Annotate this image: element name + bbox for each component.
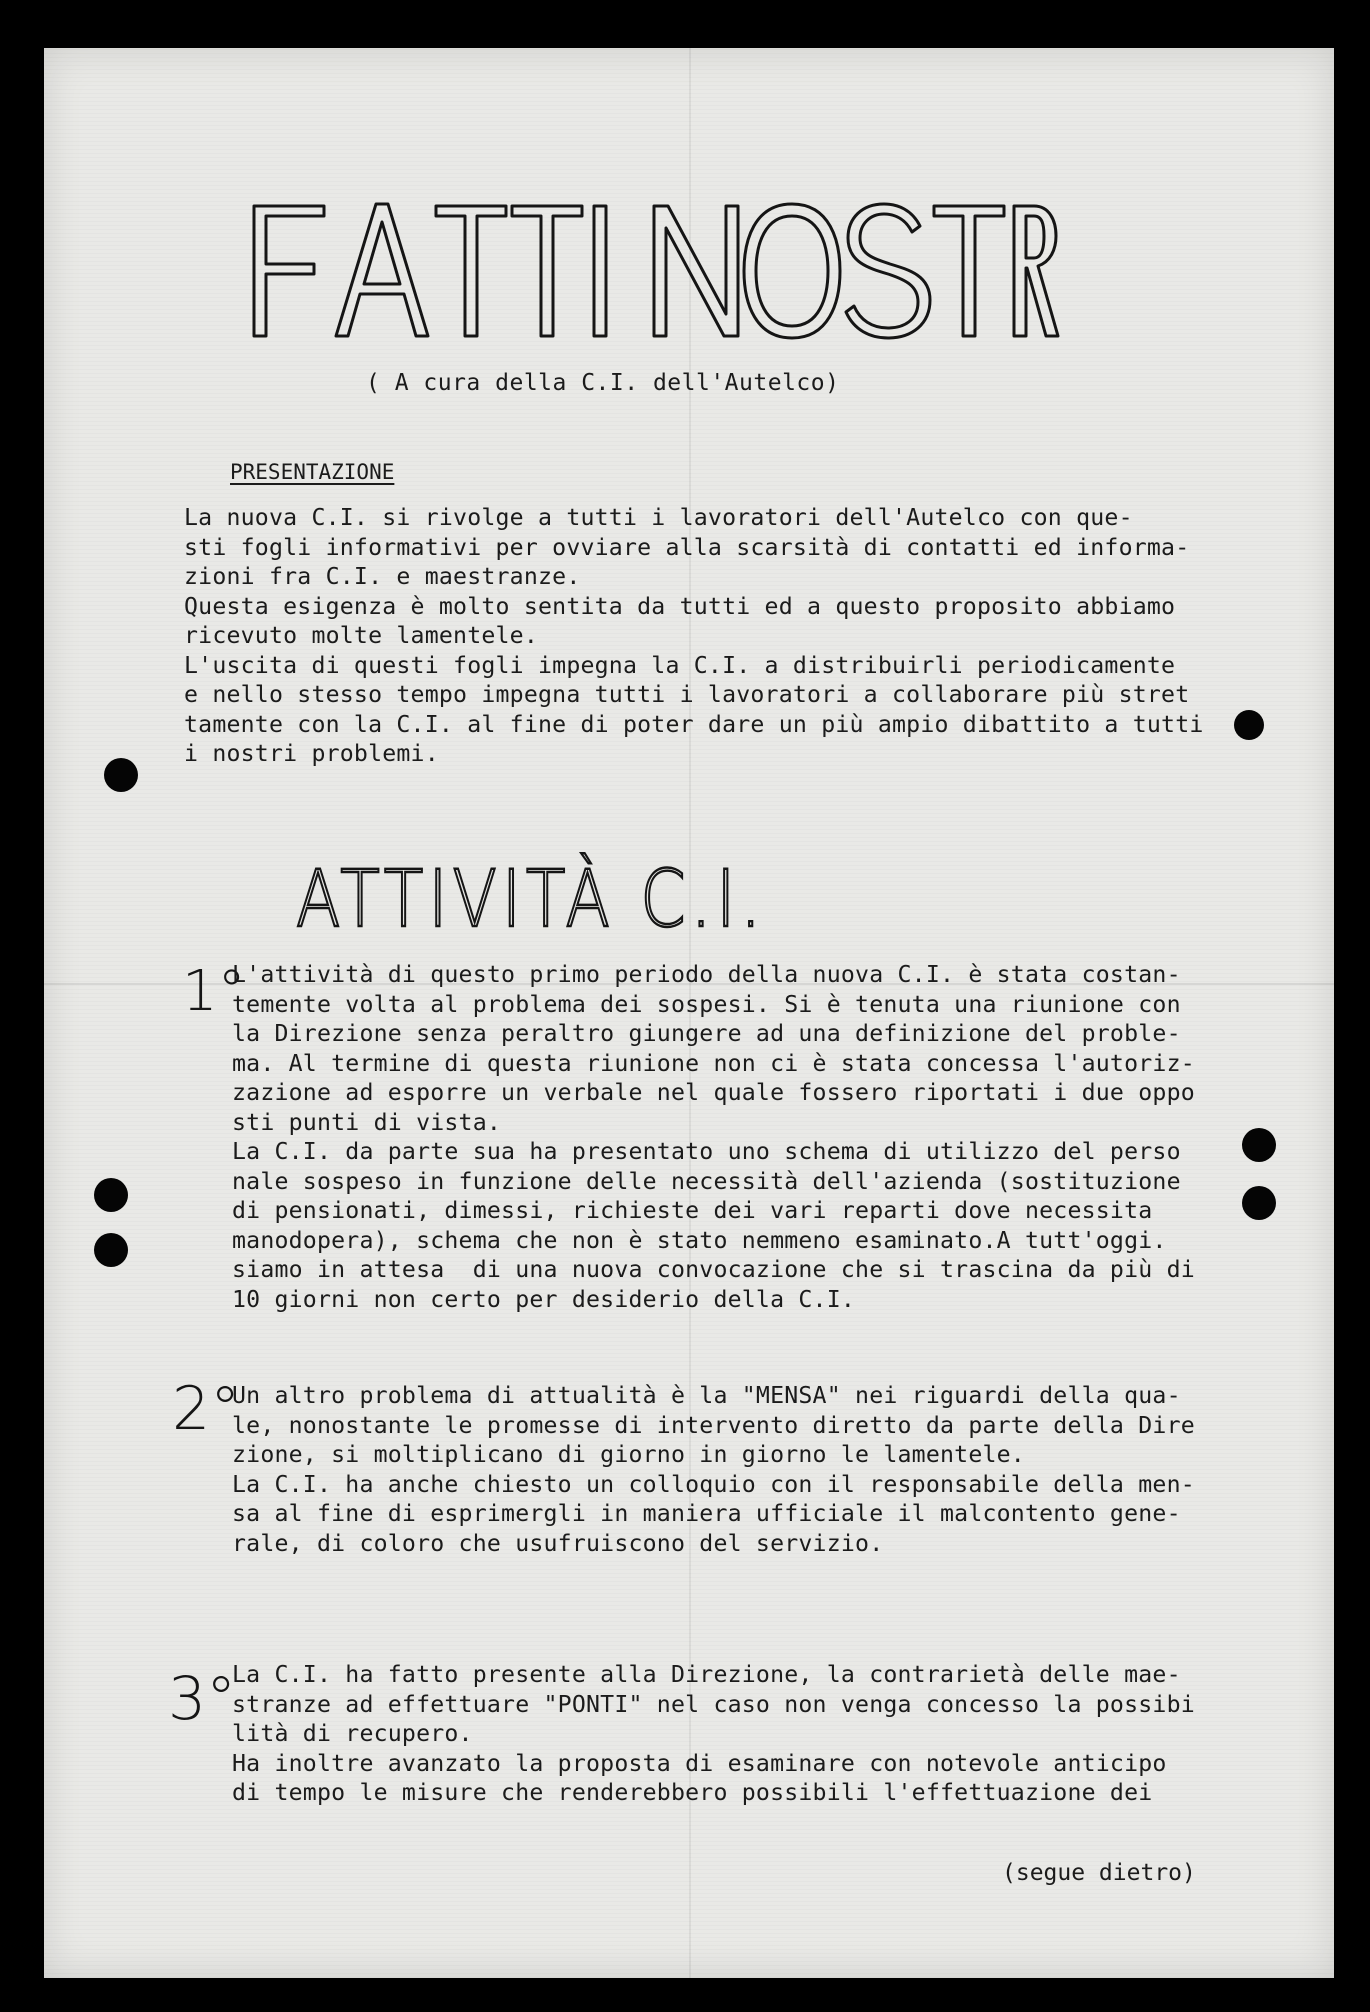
masthead-lettering bbox=[244, 186, 1064, 346]
punch-hole bbox=[94, 1178, 128, 1212]
punch-hole bbox=[104, 758, 138, 792]
point-number-3 bbox=[164, 1653, 237, 1734]
svg-text:2°: 2° bbox=[172, 1374, 241, 1444]
punch-hole bbox=[1242, 1186, 1276, 1220]
punch-hole bbox=[94, 1233, 128, 1267]
svg-text:3°: 3° bbox=[168, 1664, 237, 1734]
point-number-2 bbox=[168, 1363, 241, 1444]
intro-paragraph: La nuova C.I. si rivolge a tutti i lavoratori dell'Autelco con que- sti fogli informativi per ovviare alla scarsità di contatti ed informa- zioni fra C.I. e maestranze. Questa esigenza è molto sentita da tutti ed a questo proposito abbiamo ricevuto molte lamentele. L'uscita di questi fogli impegna la C.I. a distribuirli periodicamente e nello stesso tempo impegna tutti i lavoratori a collaborare più stret tamente con la C.I. al fine di poter dare un più ampio dibattito a tutti i nostri problemi. bbox=[184, 504, 1204, 767]
attivita-lettering bbox=[296, 848, 862, 945]
punch-hole bbox=[1234, 710, 1264, 740]
point-3-text: La C.I. ha fatto presente alla Direzione, la contrarietà delle mae- stranze ad effettuare "PONTI" nel caso non venga concesso la possibi lità di recupero. Ha inoltre avanzato la proposta di esaminare con notevole anticipo di tempo le misure che renderebbero possibili l'effettuazione dei bbox=[232, 1661, 1195, 1806]
point-number-1 bbox=[178, 948, 246, 1028]
section-heading-presentazione: PRESENTAZIONE bbox=[230, 460, 395, 484]
attivita-heading bbox=[296, 848, 862, 945]
attivita-heading-text: ATTIVITÀ C.I. bbox=[296, 855, 862, 945]
point-1-text: L'attività di questo primo periodo della nuova C.I. è stata costan- temente volta al problema dei sospesi. Si è tenuta una riunione con la Direzione senza peraltro giungere ad una definizione del proble- ma. Al termine di questa riunione non ci è stata concessa l'autoriz- zazione ad esporre un verbale nel quale fossero riportati i due oppo sti punti di vista. La C.I. da parte sua ha presentato uno schema di utilizzo del perso nale sospeso in funzione delle necessità dell'azienda (sostituzione di pensionati, dimessi, richieste dei vari reparti dove necessita manodopera), schema che non è stato nemmeno esaminato.A tutt'oggi. siamo in attesa di una nuova convocazione che si trascina da più di 10 giorni non certo per desiderio della C.I. bbox=[232, 961, 1195, 1313]
subtitle: ( A cura della C.I. dell'Autelco) bbox=[366, 370, 840, 396]
svg-text:1°: 1° bbox=[182, 959, 246, 1024]
continued-note: (segue dietro) bbox=[1002, 1860, 1196, 1886]
point-2-text: Un altro problema di attualità è la "MENSA" nei riguardi della qua- le, nonostante le promesse di intervento diretto da parte della Dire zione, si moltiplicano di giorno in giorno le lamentele. La C.I. ha anche chiesto un colloquio con il responsabile della men- sa al fine di esprimergli in maniera ufficiale il malcontento gene- rale, di coloro che usufruiscono del servizio. bbox=[232, 1382, 1195, 1557]
masthead-title bbox=[244, 186, 1064, 346]
punch-hole bbox=[1242, 1128, 1276, 1162]
document-page bbox=[44, 48, 1334, 1978]
